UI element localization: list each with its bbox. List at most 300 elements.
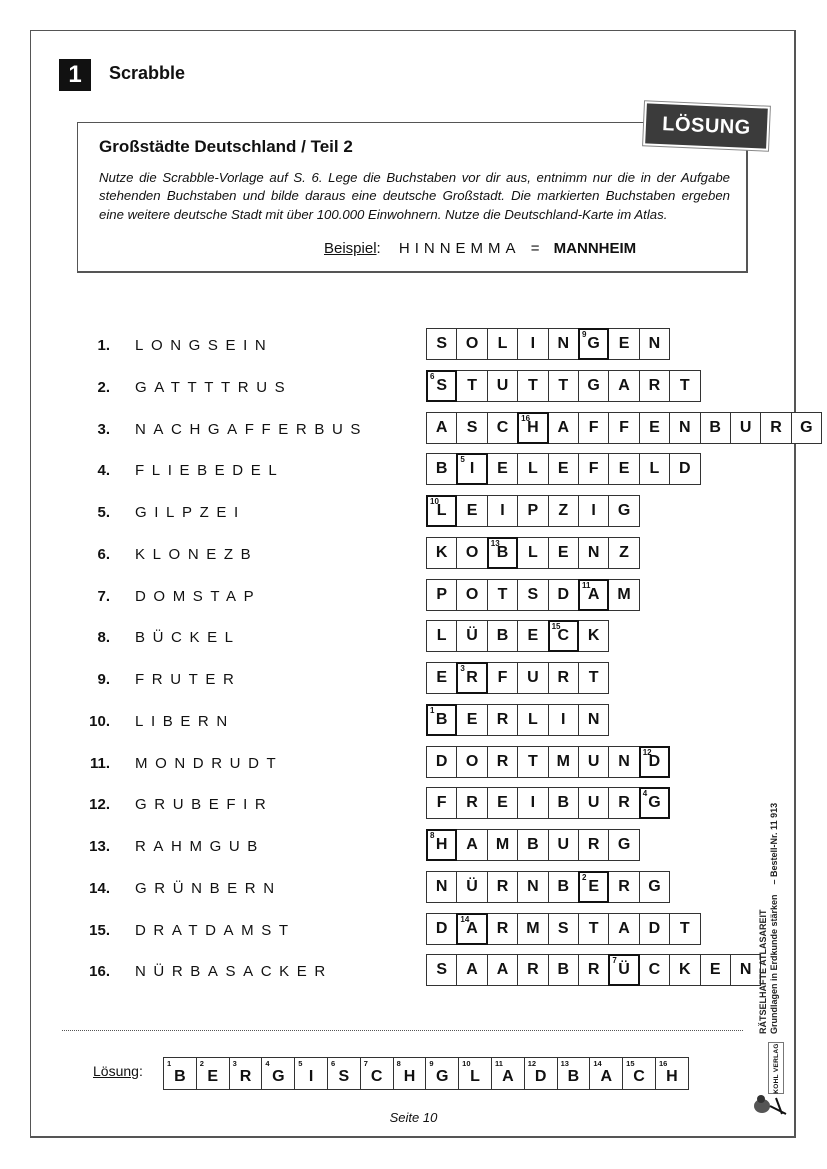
puzzle-row [0, 746, 827, 780]
solution-letter: L [470, 1068, 480, 1085]
puzzle-row [0, 829, 827, 863]
puzzle-scramble: NÜRBASACKER [135, 963, 333, 981]
marked-index: 8 [430, 831, 435, 840]
answer-letter: T [467, 376, 477, 394]
answer-cells [426, 579, 639, 611]
solution-index: 6 [330, 1059, 336, 1068]
answer-cells [426, 954, 760, 986]
solution-cell [524, 1057, 558, 1090]
answer-letter: M [556, 752, 570, 770]
answer-cell [548, 913, 579, 945]
answer-letter: S [436, 376, 448, 394]
answer-letter: E [497, 794, 508, 812]
answer-cells [426, 328, 669, 360]
answer-cell [517, 746, 548, 778]
answer-cells [426, 913, 700, 945]
puzzle-row [0, 328, 827, 362]
solution-cell [622, 1057, 656, 1090]
answer-cell [487, 913, 518, 945]
puzzle-scramble: LONGSEIN [135, 337, 274, 354]
answer-letter: G [800, 418, 813, 436]
page-number: Seite 10 [389, 1110, 438, 1125]
answer-cell-marked [426, 495, 457, 527]
answer-cell [426, 328, 457, 360]
answer-cell-marked [578, 871, 609, 903]
answer-letter: G [648, 877, 661, 895]
answer-cells [426, 453, 700, 485]
answer-letter: N [618, 752, 630, 770]
answer-letter: C [496, 418, 509, 436]
answer-letter: I [561, 710, 566, 728]
answer-cell [639, 913, 670, 945]
solution-letter: B [567, 1068, 580, 1085]
answer-letter: B [435, 460, 448, 478]
answer-cells [426, 871, 669, 903]
answer-cell [456, 370, 487, 402]
answer-cell [517, 787, 548, 819]
answer-cells [426, 662, 608, 694]
marked-index: 14 [460, 914, 470, 924]
solution-index: 1 [167, 1059, 172, 1068]
answer-letter: L [527, 543, 538, 561]
solution-letter: I [308, 1068, 314, 1085]
answer-letter: M [526, 919, 540, 937]
chapter-title: Scrabble [109, 63, 186, 83]
answer-letter: H [527, 418, 539, 436]
puzzle-scramble: NACHGAFFERBUS [135, 420, 368, 438]
solution-index: 11 [494, 1059, 503, 1068]
answer-cells [426, 787, 669, 819]
answer-cell [517, 829, 548, 861]
answer-letter: N [679, 418, 691, 436]
answer-cells [426, 537, 639, 569]
answer-letter: B [435, 710, 448, 728]
answer-letter: R [527, 961, 539, 979]
answer-letter: G [587, 376, 600, 394]
answer-letter: N [648, 335, 661, 352]
puzzle-scramble: GATTTTRUS [135, 378, 293, 396]
puzzle-scramble: DOMSTAP [135, 587, 262, 605]
solution-letter: G [436, 1068, 449, 1085]
answer-letter: E [618, 335, 630, 352]
marked-index: 5 [460, 455, 465, 465]
answer-cell-marked [456, 453, 487, 485]
sidebar-credit [758, 803, 780, 1034]
answer-cell [517, 662, 548, 694]
answer-letter: E [466, 502, 478, 519]
answer-letter: O [465, 752, 479, 770]
puzzle-number: 4. [97, 462, 110, 480]
solution-letter: A [502, 1068, 514, 1085]
puzzle-number: 7. [97, 587, 110, 605]
answer-cell [548, 537, 579, 569]
answer-letter: P [436, 585, 448, 603]
answer-letter: G [617, 502, 631, 519]
solution-cell [294, 1057, 328, 1090]
answer-cell [456, 328, 487, 360]
answer-letter: R [496, 710, 509, 728]
answer-cell [426, 662, 457, 694]
answer-letter: B [527, 836, 539, 853]
marked-index: 16 [521, 413, 531, 423]
answer-letter: E [557, 543, 569, 561]
puzzle-scramble: MONDRUDT [135, 754, 284, 772]
answer-cell [487, 954, 518, 986]
answer-cell [487, 495, 518, 527]
answer-cell [517, 704, 548, 736]
solution-cell [229, 1057, 263, 1090]
answer-letter: T [527, 376, 538, 394]
answer-cell [487, 787, 518, 819]
answer-cell [578, 662, 609, 694]
order-number: – Bestell-Nr. 11 913 [769, 802, 779, 885]
solution-letter: A [600, 1068, 613, 1085]
answer-cell [639, 328, 670, 360]
answer-cell [578, 412, 609, 444]
answer-cell [487, 704, 518, 736]
puzzle-scramble: FRUTER [135, 671, 242, 688]
answer-letter: L [436, 627, 447, 645]
solution-letter: H [403, 1068, 416, 1085]
answer-cell-marked [426, 370, 457, 402]
answer-cell-marked [548, 620, 579, 652]
puzzle-number: 14. [89, 879, 110, 897]
answer-cell [608, 412, 639, 444]
example-colon: : [376, 240, 381, 257]
answer-cell [548, 954, 579, 986]
answer-cell [426, 954, 457, 986]
puzzle-row [0, 579, 827, 613]
answer-cell [639, 453, 670, 485]
answer-letter: K [679, 961, 691, 979]
solution-letter: R [239, 1068, 252, 1085]
answer-cells [426, 412, 821, 444]
solution-cell [458, 1057, 492, 1090]
answer-cell-marked [639, 746, 670, 778]
answer-cell [578, 620, 609, 652]
marked-index: 11 [581, 580, 591, 590]
puzzle-number: 12. [89, 796, 110, 814]
answer-letter: D [679, 460, 691, 478]
answer-cells [426, 620, 608, 652]
puzzle-scramble: GILPZEI [135, 504, 246, 521]
answer-cell-marked [639, 787, 670, 819]
answer-cell [578, 746, 609, 778]
answer-letter: L [436, 502, 447, 519]
puzzle-scramble: RAHMGUB [135, 838, 265, 855]
answer-cells [426, 746, 669, 778]
answer-cell [639, 871, 670, 903]
solution-letter: H [666, 1068, 678, 1085]
answer-letter: R [466, 669, 478, 686]
task-title: Großstädte Deutschland / Teil 2 [99, 137, 353, 156]
answer-cell [639, 412, 670, 444]
solution-cell [196, 1057, 230, 1090]
solution-grid [163, 1057, 688, 1090]
answer-letter: U [587, 794, 600, 812]
solution-index: 9 [429, 1059, 434, 1068]
answer-cell [578, 787, 609, 819]
solution-label-text: Lösung [93, 1063, 139, 1079]
solution-cell [491, 1057, 525, 1090]
answer-letter: I [530, 335, 536, 352]
answer-cell [548, 328, 579, 360]
answer-letter: S [527, 585, 539, 603]
answer-letter: D [435, 919, 448, 937]
answer-letter: K [435, 543, 448, 561]
example-scramble: HINNEMMA [398, 240, 521, 257]
answer-cell [608, 495, 639, 527]
answer-cell [456, 829, 487, 861]
answer-cell [426, 453, 457, 485]
answer-cells [426, 370, 700, 402]
solution-cell [261, 1057, 295, 1090]
answer-cell [517, 328, 548, 360]
answer-cell [517, 370, 548, 402]
answer-cell [426, 579, 457, 611]
chapter-number: 1 [59, 59, 91, 91]
answer-cell [669, 954, 700, 986]
answer-cell [669, 370, 700, 402]
answer-cell-marked [456, 913, 487, 945]
answer-letter: L [649, 460, 660, 478]
answer-cell [669, 453, 700, 485]
answer-cell [608, 829, 639, 861]
answer-cell [608, 453, 639, 485]
answer-cell [578, 913, 609, 945]
answer-letter: T [588, 669, 599, 686]
answer-letter: L [527, 710, 538, 728]
solution-letter: G [272, 1068, 285, 1085]
answer-letter: T [527, 752, 538, 770]
answer-cell [426, 787, 457, 819]
answer-letter: N [435, 877, 448, 895]
solution-index: 14 [593, 1059, 602, 1068]
solution-stamp: LÖSUNG [645, 103, 768, 148]
answer-cell [517, 495, 548, 527]
answer-letter: A [466, 919, 478, 937]
answer-cell [548, 829, 579, 861]
puzzle-number: 1. [97, 337, 110, 354]
puzzle-row [0, 662, 827, 696]
answer-letter: C [648, 961, 661, 979]
solution-letter: D [534, 1068, 547, 1085]
answer-cell [548, 746, 579, 778]
puzzle-number: 5. [97, 504, 110, 521]
answer-letter: F [588, 418, 599, 436]
example-equals: = [530, 240, 540, 257]
marked-index: 12 [642, 747, 652, 757]
answer-letter: U [739, 418, 752, 436]
answer-cells [426, 829, 639, 861]
answer-letter: I [591, 502, 596, 519]
mascot-icon [752, 1092, 788, 1116]
answer-cell [426, 537, 457, 569]
solution-cell [557, 1057, 591, 1090]
answer-letter: T [497, 585, 508, 603]
solution-index: 3 [232, 1059, 237, 1068]
answer-letter: A [587, 585, 600, 603]
answer-letter: P [527, 502, 539, 519]
answer-letter: M [495, 836, 510, 853]
answer-letter: E [527, 627, 539, 645]
puzzle-number: 3. [97, 420, 110, 438]
answer-cell [487, 412, 518, 444]
solution-index: 4 [265, 1059, 270, 1068]
answer-letter: O [465, 335, 479, 352]
answer-cell [639, 954, 670, 986]
puzzle-row [0, 871, 827, 905]
solution-cell [393, 1057, 427, 1090]
answer-cell [548, 453, 579, 485]
answer-cell [791, 412, 822, 444]
puzzle-number: 6. [97, 545, 110, 563]
answer-cell [578, 370, 609, 402]
puzzle-scramble: BÜCKEL [135, 629, 241, 647]
puzzle-row [0, 495, 827, 529]
marked-index: 13 [490, 538, 500, 548]
answer-letter: F [497, 669, 508, 686]
solution-index: 8 [396, 1059, 401, 1068]
answer-letter: A [466, 836, 478, 853]
answer-cell-marked [426, 829, 457, 861]
answer-letter: G [587, 335, 600, 352]
answer-letter: R [648, 376, 661, 394]
answer-cell [608, 579, 639, 611]
answer-letter: U [587, 752, 600, 770]
answer-cell [548, 579, 579, 611]
answer-letter: N [557, 335, 570, 352]
task-instructions: Nutze die Scrabble-Vorlage auf S. 6. Lege die Buchstaben vor dir aus, entnimm nur die in der Aufgabe stehenden Buchstaben und bilde daraus eine deutsche Großstadt. Die markierten Buchstaben ergeben eine weitere deutsche Stadt mit über 100.000 Einwohnern. Nutze die Deutschland-Karte im Atlas. [99, 170, 730, 222]
answer-letter: D [648, 919, 661, 937]
puzzle-number: 2. [97, 378, 110, 396]
answer-letter: B [496, 627, 509, 645]
answer-letter: R [587, 836, 600, 853]
answer-letter: A [466, 961, 478, 979]
answer-cell [487, 579, 518, 611]
answer-letter: N [587, 710, 600, 728]
answer-letter: R [618, 794, 630, 812]
answer-letter: D [557, 585, 570, 603]
answer-cell [608, 370, 639, 402]
puzzle-scramble: LIBERN [135, 712, 235, 730]
answer-letter: T [588, 919, 599, 937]
solution-letter: S [338, 1068, 350, 1085]
answer-letter: M [617, 585, 631, 603]
solution-index: 12 [527, 1059, 537, 1068]
answer-letter: N [587, 543, 600, 561]
answer-letter: E [618, 460, 630, 478]
answer-cell [426, 871, 457, 903]
answer-cell-marked [608, 954, 639, 986]
answer-letter: L [497, 335, 508, 352]
answer-cell [608, 746, 639, 778]
answer-letter: O [465, 543, 479, 561]
marked-index: 1 [430, 705, 435, 715]
answer-cell [578, 495, 609, 527]
answer-letter: E [497, 460, 508, 478]
answer-cell [548, 704, 579, 736]
solution-letter: B [174, 1068, 186, 1085]
answer-cell [456, 537, 487, 569]
answer-cell-marked [426, 704, 457, 736]
answer-letter: F [619, 418, 629, 436]
answer-letter: B [709, 418, 721, 436]
answer-letter: T [558, 376, 569, 394]
answer-cell [517, 579, 548, 611]
answer-letter: S [466, 418, 478, 436]
answer-cell [426, 746, 457, 778]
marked-index: 3 [460, 664, 465, 673]
answer-cell [456, 954, 487, 986]
answer-letter: R [496, 919, 509, 937]
answer-cell [548, 662, 579, 694]
answer-letter: A [618, 919, 630, 937]
answer-cell [487, 829, 518, 861]
answer-cells [426, 495, 639, 527]
answer-cell-marked [578, 579, 609, 611]
answer-cell [487, 453, 518, 485]
answer-cell [487, 370, 518, 402]
answer-cell [669, 913, 700, 945]
answer-cell [456, 871, 487, 903]
answer-letter: K [587, 627, 600, 645]
solution-cell [163, 1057, 197, 1090]
solution-index: 7 [363, 1059, 368, 1068]
solution-index: 13 [560, 1059, 569, 1068]
answer-cell [426, 913, 457, 945]
answer-cell [700, 412, 731, 444]
answer-cell [456, 746, 487, 778]
solution-cell [655, 1057, 689, 1090]
answer-cell-marked [517, 412, 548, 444]
answer-cell [456, 412, 487, 444]
puzzle-row [0, 787, 827, 821]
answer-letter: S [436, 335, 448, 352]
answer-letter: B [496, 543, 509, 561]
answer-letter: E [709, 961, 721, 979]
answer-letter: O [465, 585, 479, 603]
answer-letter: F [436, 794, 447, 812]
puzzle-scramble: DRATDAMST [135, 921, 296, 939]
answer-letter: N [739, 961, 752, 979]
answer-letter: R [770, 418, 782, 436]
puzzle-number: 10. [89, 712, 110, 730]
solution-index: 10 [462, 1059, 471, 1068]
answer-cell [578, 954, 609, 986]
answer-letter: R [466, 794, 478, 812]
solution-index: 15 [626, 1059, 635, 1068]
answer-cell [578, 829, 609, 861]
answer-letter: U [496, 376, 509, 394]
answer-letter: B [557, 961, 570, 979]
answer-letter: R [557, 669, 570, 686]
answer-cell [517, 913, 548, 945]
answer-cell [487, 328, 518, 360]
puzzle-row [0, 620, 827, 654]
answer-cell [548, 412, 579, 444]
answer-cell [456, 787, 487, 819]
puzzle-scramble: KLONEZB [135, 545, 259, 563]
answer-cell [608, 787, 639, 819]
answer-cell [517, 537, 548, 569]
answer-letter: Ü [618, 961, 630, 979]
answer-letter: N [527, 877, 539, 895]
answer-letter: A [618, 376, 630, 394]
answer-cell [730, 412, 761, 444]
marked-index: 9 [581, 330, 587, 339]
solution-index: 5 [298, 1059, 303, 1068]
